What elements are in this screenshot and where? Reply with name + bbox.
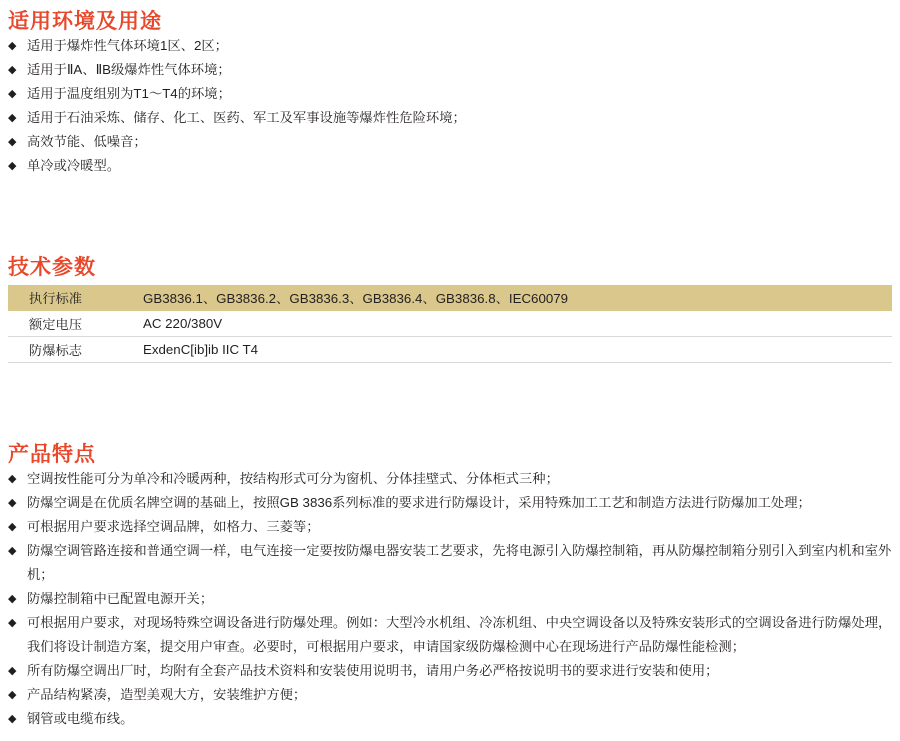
diamond-bullet-icon: ◆ [8, 521, 17, 533]
list-item-text: 产品结构紧凑，造型美观大方，安装维护方便； [27, 687, 307, 702]
table-cell-label: 额定电压 [8, 311, 103, 337]
list-item [8, 707, 892, 731]
section-title-environment: 适用环境及用途 [8, 10, 162, 33]
diamond-bullet-icon: ◆ [8, 617, 17, 629]
list-item-text: 适用于ⅡA、ⅡB级爆炸性气体环境； [27, 62, 231, 77]
list-item-text: 空调按性能可分为单冷和冷暖两种，按结构形式可分为窗机、分体挂壁式、分体柜式三种； [27, 471, 559, 486]
list-item-text: 可根据用户要求，对现场特殊空调设备进行防爆处理。例如：大型冷水机组、冷冻机组、中央空调设备以及特殊安装形式的空调设备进行防爆处理，我们将设计制造方案，提交用户审查。必要时，可根据用户要求，申请国家级防爆检测中心在现场进行产品防爆性能检测； [27, 615, 892, 654]
diamond-bullet-icon: ◆ [8, 112, 17, 124]
table-cell-value: ExdenC[ib]ib IIC T4 [103, 337, 892, 363]
table-cell-label: 执行标准 [8, 285, 103, 311]
list-item [8, 82, 888, 106]
list-item [8, 587, 892, 611]
list-item-text: 适用于石油采炼、储存、化工、医药、军工及军事设施等爆炸性危险环境； [27, 110, 466, 125]
list-item [8, 659, 892, 683]
diamond-bullet-icon: ◆ [8, 497, 17, 509]
diamond-bullet-icon: ◆ [8, 665, 17, 677]
diamond-bullet-icon: ◆ [8, 136, 17, 148]
list-item-text: 适用于爆炸性气体环境1区、2区； [27, 38, 228, 53]
list-item [8, 539, 892, 587]
diamond-bullet-icon: ◆ [8, 713, 17, 725]
list-item-text: 高效节能、低噪音； [27, 134, 147, 149]
list-item [8, 683, 892, 707]
list-item-text: 所有防爆空调出厂时，均附有全套产品技术资料和安装使用说明书，请用户务必严格按说明书的要求进行安装和使用； [27, 663, 719, 678]
list-item-text: 防爆空调是在优质名牌空调的基础上，按照GB 3836系列标准的要求进行防爆设计，采用特殊加工工艺和制造方法进行防爆加工处理； [27, 495, 811, 510]
specs-table [8, 285, 892, 363]
diamond-bullet-icon: ◆ [8, 88, 17, 100]
list-item-text: 钢管或电缆布线。 [27, 711, 134, 726]
list-item [8, 58, 888, 82]
diamond-bullet-icon: ◆ [8, 40, 17, 52]
diamond-bullet-icon: ◆ [8, 689, 17, 701]
environment-list [8, 34, 888, 178]
table-cell-value: AC 220/380V [103, 311, 892, 337]
list-item [8, 467, 892, 491]
table-cell-value: GB3836.1、GB3836.2、GB3836.3、GB3836.4、GB3836.8、IEC60079 [103, 285, 892, 311]
list-item-text: 防爆控制箱中已配置电源开关； [27, 591, 214, 606]
diamond-bullet-icon: ◆ [8, 473, 17, 485]
list-item [8, 154, 888, 178]
list-item-text: 适用于温度组别为T1～T4的环境； [27, 86, 231, 101]
table-row [8, 337, 892, 363]
table-row [8, 285, 892, 311]
list-item [8, 130, 888, 154]
diamond-bullet-icon: ◆ [8, 160, 17, 172]
diamond-bullet-icon: ◆ [8, 64, 17, 76]
list-item-text: 单冷或冷暖型。 [27, 158, 121, 173]
list-item [8, 491, 892, 515]
list-item [8, 515, 892, 539]
features-list [8, 467, 892, 731]
table-cell-label: 防爆标志 [8, 337, 103, 363]
list-item [8, 34, 888, 58]
diamond-bullet-icon: ◆ [8, 593, 17, 605]
list-item [8, 106, 888, 130]
list-item-text: 防爆空调管路连接和普通空调一样，电气连接一定要按防爆电器安装工艺要求，先将电源引入防爆控制箱，再从防爆控制箱分别引入到室内机和室外机； [27, 543, 892, 582]
list-item [8, 611, 892, 659]
list-item-text: 可根据用户要求选择空调品牌，如格力、三菱等； [27, 519, 320, 534]
table-row [8, 311, 892, 337]
section-title-specs: 技术参数 [8, 256, 96, 279]
section-title-features: 产品特点 [8, 443, 96, 466]
diamond-bullet-icon: ◆ [8, 545, 17, 557]
